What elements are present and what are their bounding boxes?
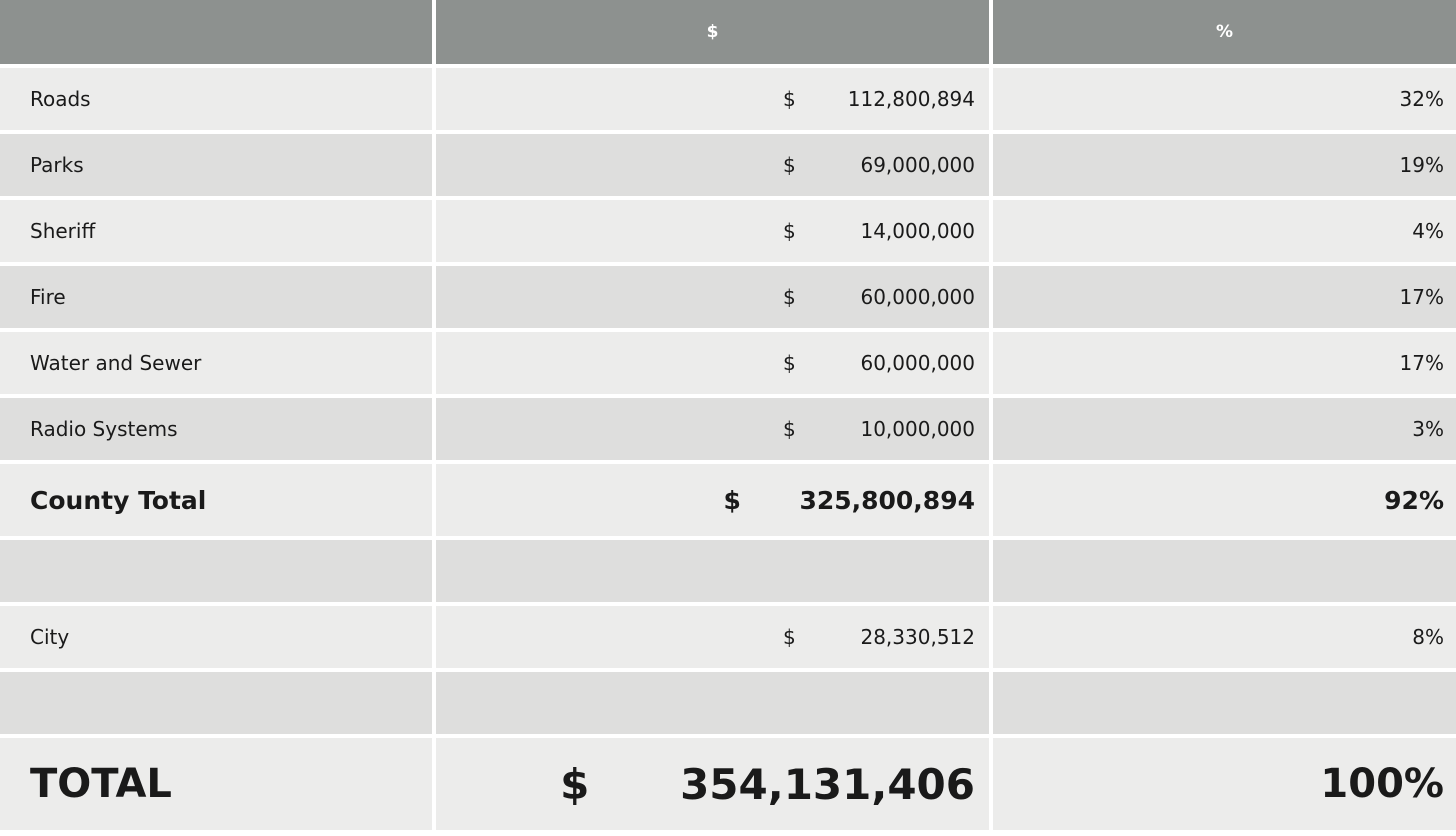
row-label-parks: Parks [0,134,432,196]
county-total-percent: 92% [993,464,1456,536]
currency-symbol: $ [783,285,796,309]
row-percent-water-and-sewer: 17% [993,332,1456,394]
amount-value: 354,131,406 [680,759,975,809]
header-amount-column: $ [436,0,989,64]
row-label-radio-systems: Radio Systems [0,398,432,460]
row-amount-roads [436,68,989,130]
amount-value: 325,800,894 [799,485,975,515]
currency-symbol: $ [783,87,796,111]
empty-row-cell [0,540,432,602]
currency-symbol: $ [783,625,796,649]
amount-value: 69,000,000 [860,153,975,177]
amount-value: 14,000,000 [860,219,975,243]
row-label-city: City [0,606,432,668]
row-amount-radio-systems [436,398,989,460]
empty-row-cell [993,672,1456,734]
empty-row-cell [436,672,989,734]
row-amount-parks [436,134,989,196]
amount-value: 60,000,000 [860,285,975,309]
row-percent-parks: 19% [993,134,1456,196]
row-percent-sheriff: 4% [993,200,1456,262]
empty-row-cell [0,672,432,734]
row-label-roads: Roads [0,68,432,130]
row-percent-roads: 32% [993,68,1456,130]
county-total-amount [436,464,989,536]
empty-row-cell [993,540,1456,602]
currency-symbol: $ [723,485,741,515]
amount-value: 28,330,512 [860,625,975,649]
currency-symbol: $ [783,153,796,177]
header-label-column [0,0,432,64]
row-amount-city [436,606,989,668]
currency-symbol: $ [783,417,796,441]
currency-symbol: $ [560,759,590,809]
row-percent-radio-systems: 3% [993,398,1456,460]
amount-value: 112,800,894 [847,87,975,111]
row-amount-fire [436,266,989,328]
amount-value: 10,000,000 [860,417,975,441]
currency-symbol: $ [783,219,796,243]
header-percent-column: % [993,0,1456,64]
row-amount-water-and-sewer [436,332,989,394]
currency-symbol: $ [783,351,796,375]
empty-row-cell [436,540,989,602]
county-total-label: County Total [0,464,432,536]
grand-total-amount [436,738,989,830]
row-label-fire: Fire [0,266,432,328]
grand-total-percent: 100% [993,738,1456,830]
row-label-sheriff: Sheriff [0,200,432,262]
amount-value: 60,000,000 [860,351,975,375]
row-percent-fire: 17% [993,266,1456,328]
row-label-water-and-sewer: Water and Sewer [0,332,432,394]
row-percent-city: 8% [993,606,1456,668]
row-amount-sheriff [436,200,989,262]
grand-total-label: TOTAL [0,738,432,830]
